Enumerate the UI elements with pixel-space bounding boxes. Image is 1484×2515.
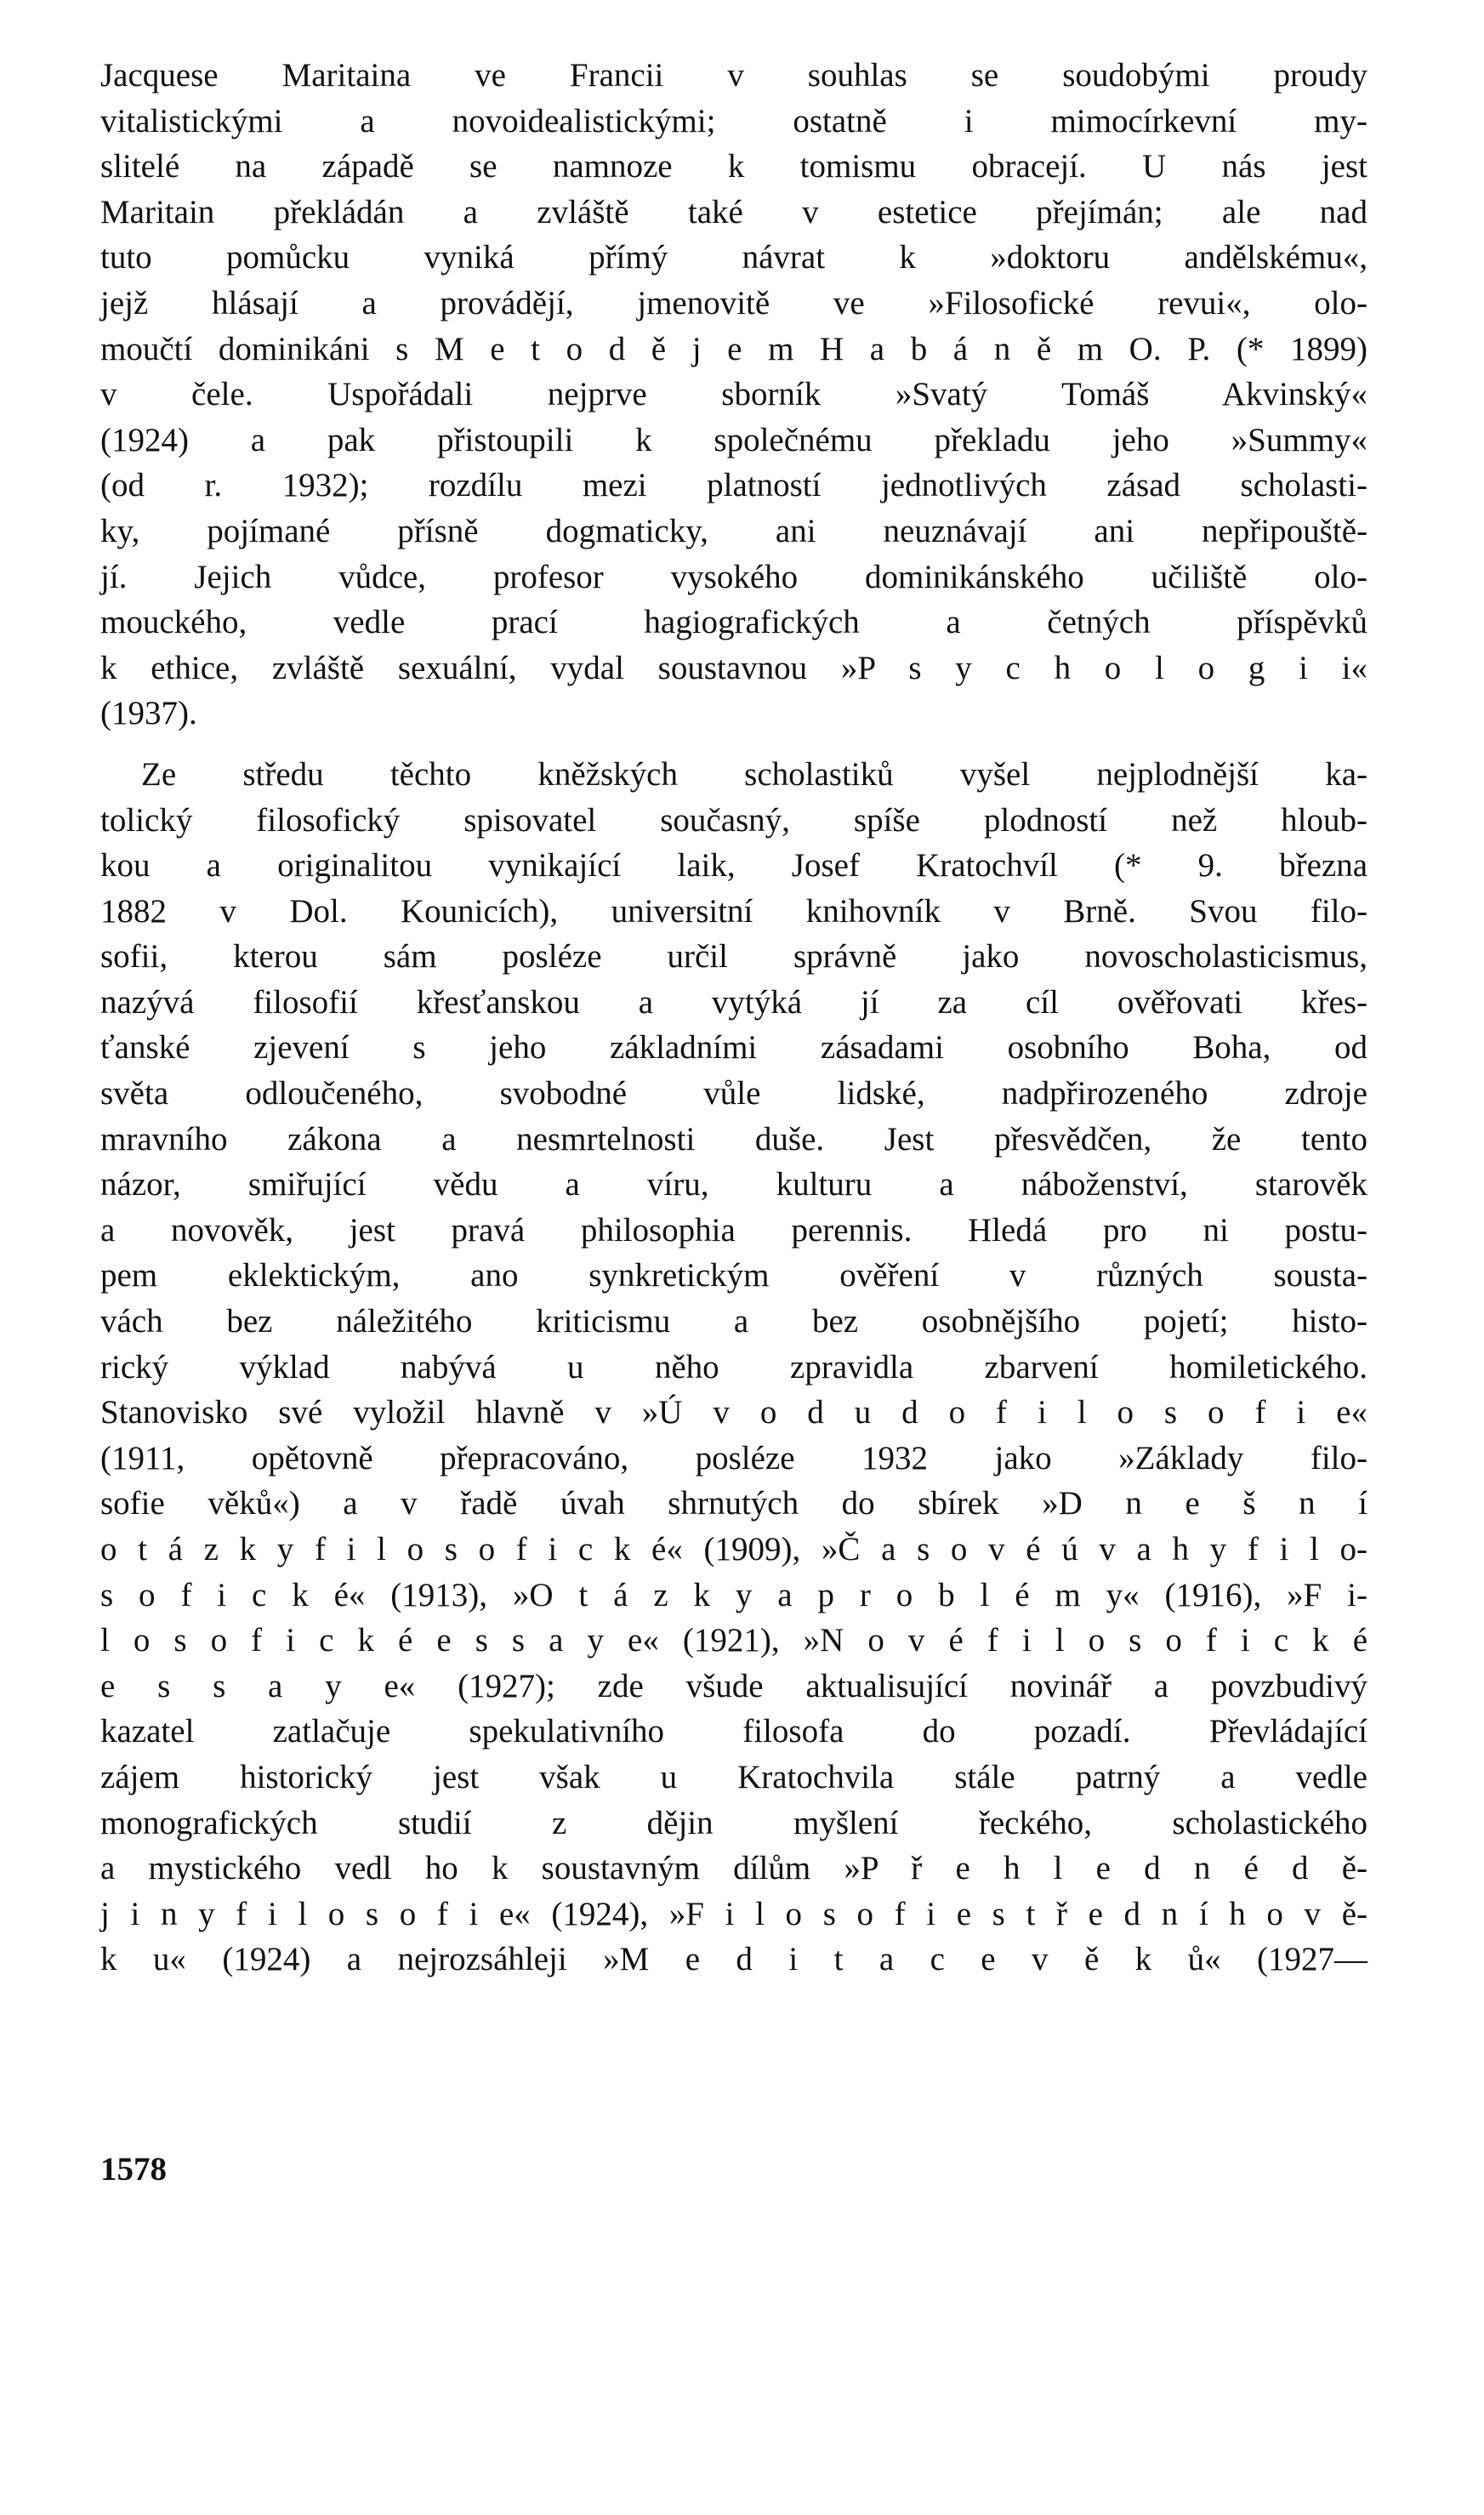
text-line: Jacquese Maritaina ve Francii v souhlas se soudobými proudy: [100, 57, 1367, 94]
paragraph-gap: [100, 737, 1367, 752]
paragraph-2: [100, 752, 1367, 1983]
text-line: Stanovisko své vyložil hlavně v »Ú v o d u d o f i l o s o f i e«: [100, 1394, 1367, 1431]
text-line: kazatel zatlačuje spekulativního filosofa do pozadí. Převládající: [100, 1713, 1367, 1750]
text-line: ťanské zjevení s jeho základními zásadami osobního Boha, od: [100, 1029, 1367, 1067]
text-line: rický výklad nabývá u něho zpravidla zbarvení homiletického.: [100, 1348, 1367, 1386]
text-line: j i n y f i l o s o f i e« (1924), »F i l o s o f i e s t ř e d n í h o v ě-: [100, 1895, 1367, 1932]
text-line: Ze středu těchto kněžských scholastiků vyšel nejplodnější ka-: [141, 755, 1367, 793]
text-line: nazývá filosofií křesťanskou a vytýká jí za cíl ověřovati křes-: [100, 983, 1367, 1021]
text-line: jí. Jejich vůdce, profesor vysokého dominikánského učiliště olo-: [100, 558, 1367, 595]
text-line: 1882 v Dol. Kounicích), universitní knihovník v Brně. Svou filo-: [100, 892, 1367, 930]
text-line: sofii, kterou sám posléze určil správně jako novoscholasticismus,: [100, 938, 1367, 976]
paragraph-1: [100, 53, 1367, 737]
text-line: moučtí dominikáni s M e t o d ě j e m H a b á n ě m O. P. (* 1899): [100, 330, 1367, 367]
text-line: mravního zákona a nesmrtelnosti duše. Jest přesvědčen, že tento: [100, 1120, 1367, 1158]
text-line: o t á z k y f i l o s o f i c k é« (1909), »Č a s o v é ú v a h y f i l o-: [100, 1531, 1367, 1568]
page-text: [100, 53, 1367, 1983]
text-line: zájem historický jest však u Kratochvila stále patrný a vedle: [100, 1758, 1367, 1795]
text-line: názor, smiřující vědu a víru, kulturu a náboženství, starověk: [100, 1166, 1367, 1203]
text-line: (1937).: [100, 695, 197, 732]
text-line: mouckého, vedle prací hagiografických a četných příspěvků: [100, 604, 1367, 641]
text-line: světa odloučeného, svobodné vůle lidské, nadpřirozeného zdroje: [100, 1075, 1367, 1112]
text-line: e s s a y e« (1927); zde všude aktualisující novinář a povzbudivý: [100, 1667, 1367, 1704]
text-line: pem eklektickým, ano synkretickým ověření v různých sousta-: [100, 1257, 1367, 1294]
text-line: a novověk, jest pravá philosophia perennis. Hledá pro ni postu-: [100, 1211, 1367, 1249]
text-line: l o s o f i c k é e s s a y e« (1921), »N o v é f i l o s o f i c k é: [100, 1622, 1367, 1659]
text-line: v čele. Uspořádali nejprve sborník »Svatý Tomáš Akvinský«: [100, 376, 1367, 413]
text-line: (1911, opětovně přepracováno, posléze 1932 jako »Základy filo-: [100, 1439, 1367, 1477]
text-line: s o f i c k é« (1913), »O t á z k y a p r o b l é m y« (1916), »F i-: [100, 1576, 1367, 1613]
text-line: sofie věků«) a v řadě úvah shrnutých do sbírek »D n e š n í: [100, 1485, 1367, 1522]
text-line: slitelé na západě se namnoze k tomismu obracejí. U nás jest: [100, 148, 1367, 185]
text-line: vách bez náležitého kriticismu a bez osobnějšího pojetí; histo-: [100, 1303, 1367, 1340]
text-line: tuto pomůcku vyniká přímý návrat k »doktoru andělskému«,: [100, 239, 1367, 276]
page-number: 1578: [100, 2151, 167, 2188]
text-line: vitalistickými a novoidealistickými; ostatně i mimocírkevní my-: [100, 102, 1367, 139]
text-line: k ethice, zvláště sexuální, vydal soustavnou »P s y c h o l o g i i«: [100, 649, 1367, 686]
text-line: (od r. 1932); rozdílu mezi platností jednotlivých zásad scholasti-: [100, 467, 1367, 504]
text-line: tolický filosofický spisovatel současný, spíše plodností než hloub-: [100, 801, 1367, 839]
text-line: jejž hlásají a provádějí, jmenovitě ve »Filosofické revui«, olo-: [100, 284, 1367, 321]
text-line: a mystického vedl ho k soustavným dílům »P ř e h l e d n é d ě-: [100, 1850, 1367, 1887]
text-line: k u« (1924) a nejrozsáhleji »M e d i t a c e v ě k ů« (1927—: [100, 1941, 1367, 1978]
text-line: monografických studií z dějin myšlení řeckého, scholastického: [100, 1804, 1367, 1841]
text-line: ky, pojímané přísně dogmaticky, ani neuznávají ani nepřipouště-: [100, 512, 1367, 549]
text-line: (1924) a pak přistoupili k společnému překladu jeho »Summy«: [100, 421, 1367, 458]
text-line: Maritain překládán a zvláště také v estetice přejímán; ale nad: [100, 193, 1367, 230]
text-line: kou a originalitou vynikající laik, Josef Kratochvíl (* 9. března: [100, 847, 1367, 885]
